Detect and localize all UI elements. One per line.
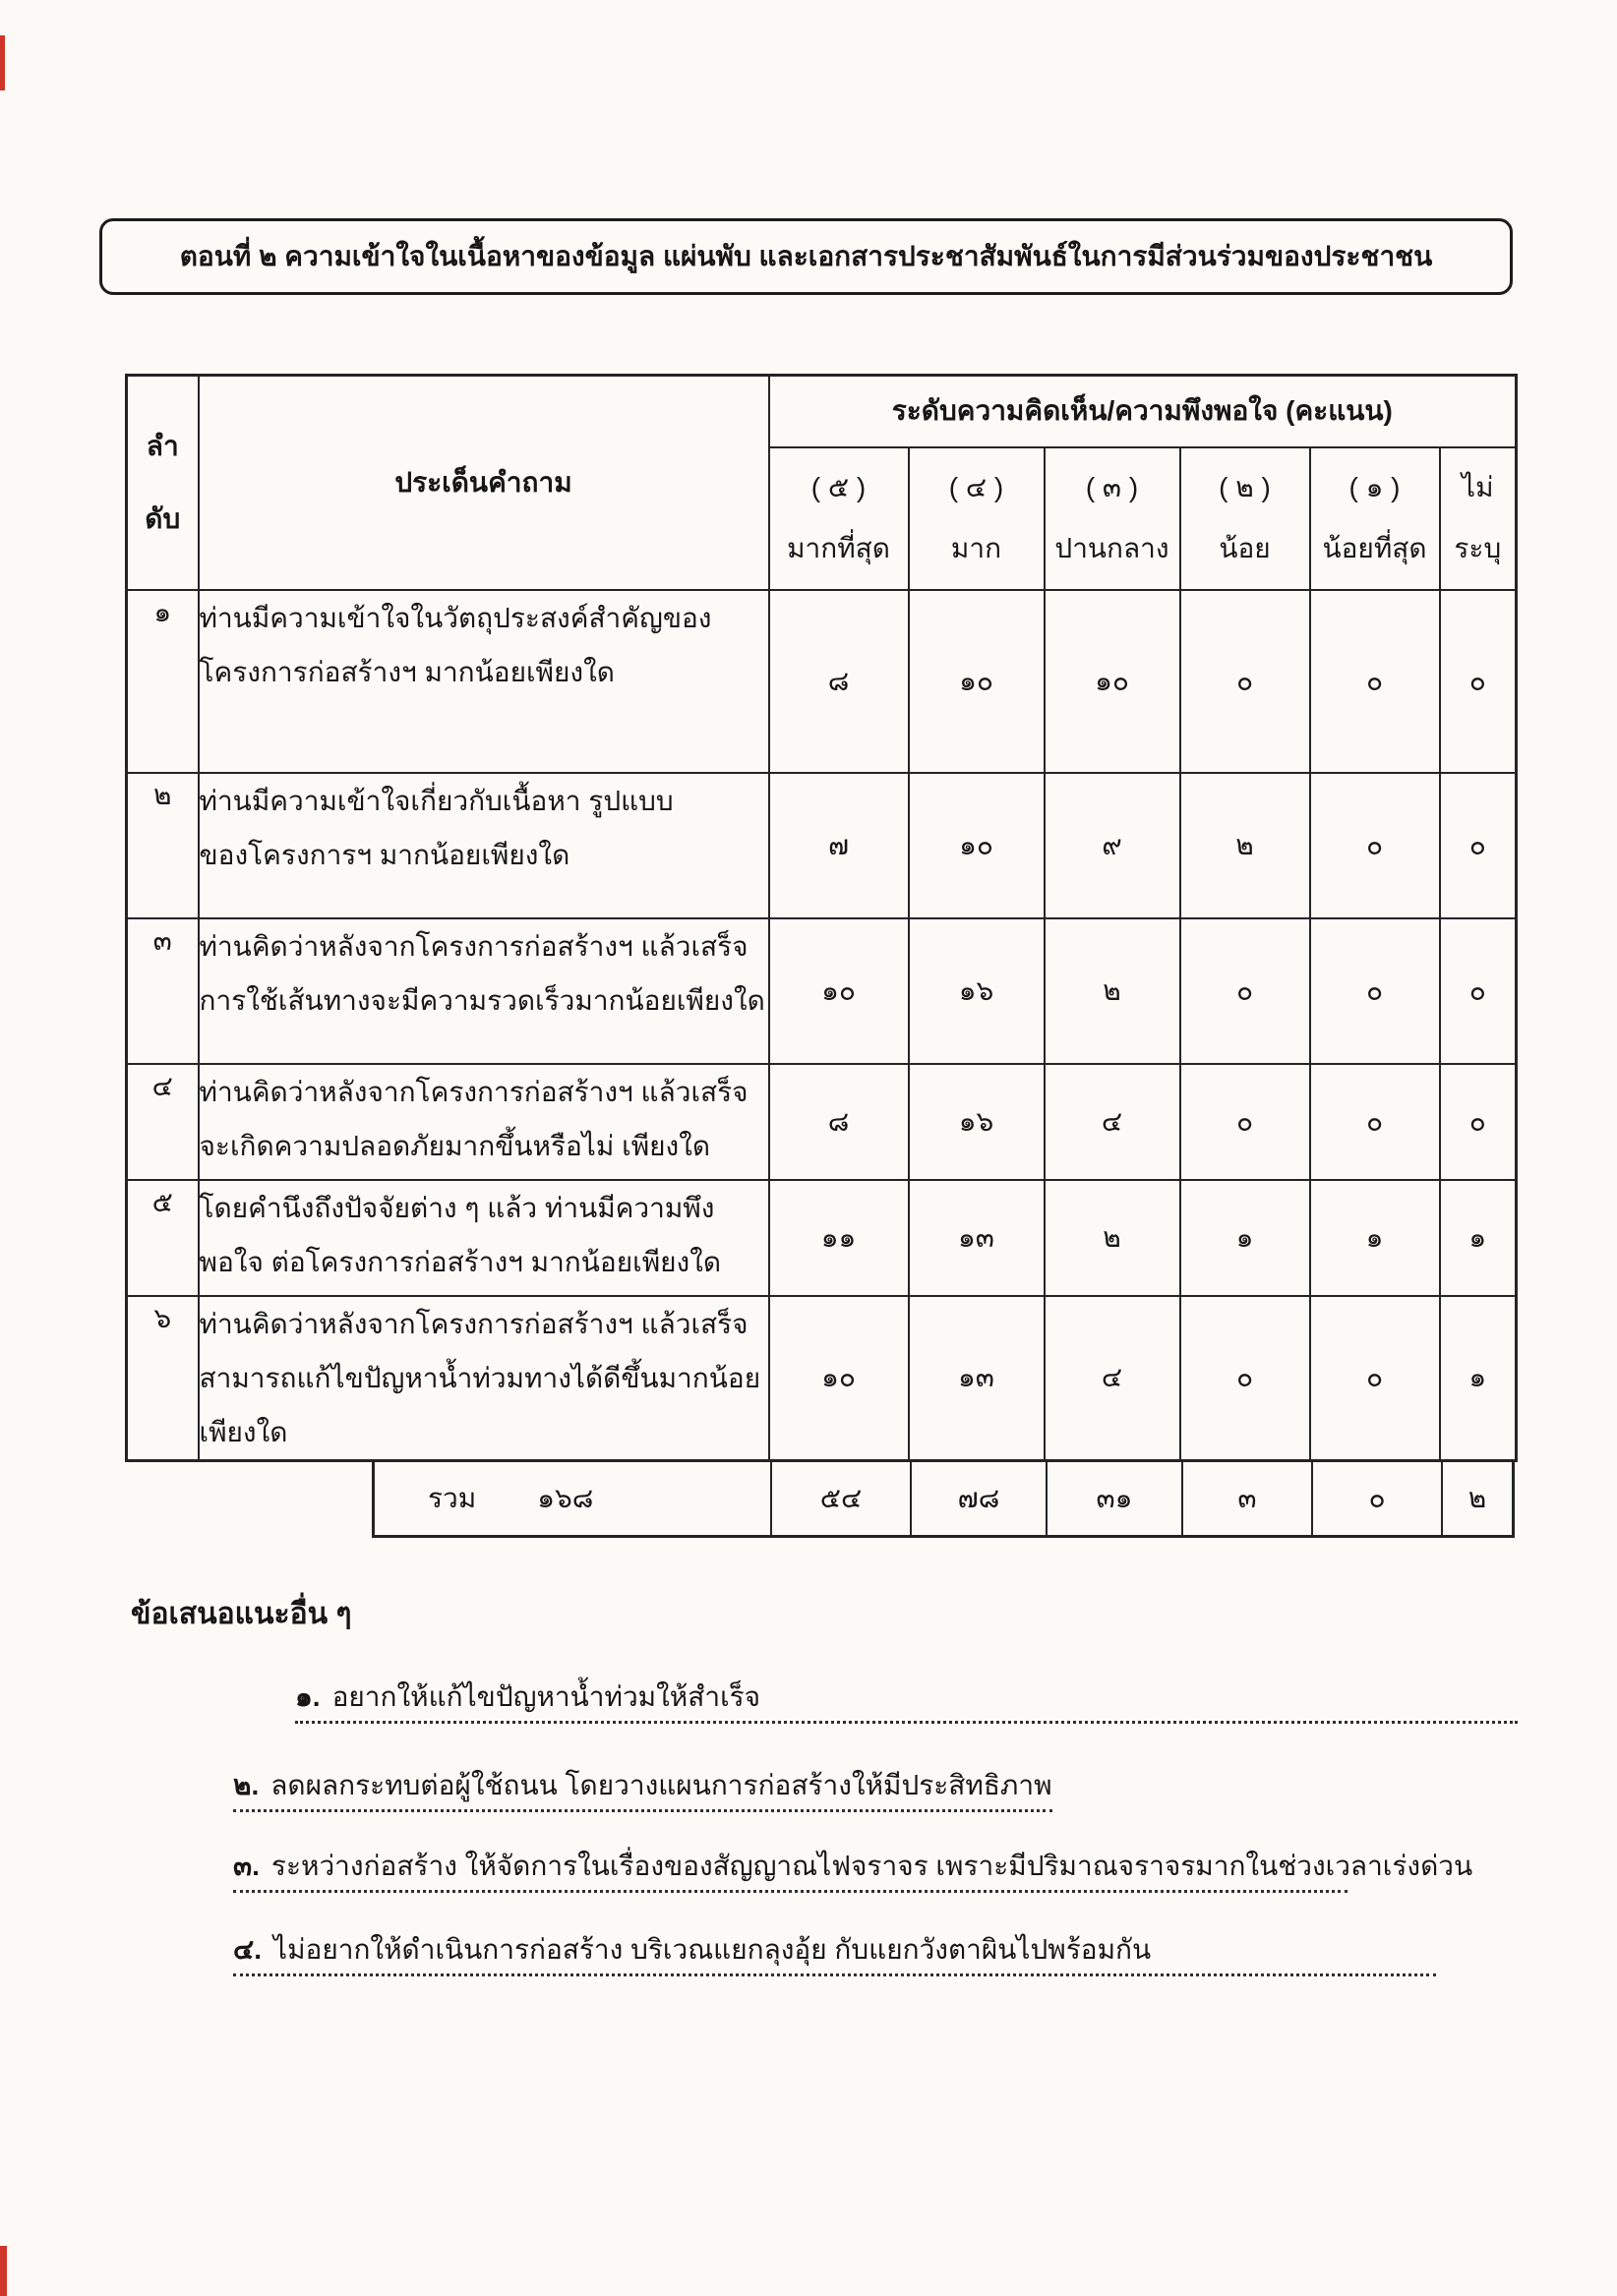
table-row [127,590,1517,773]
question-line: โดยคำนึงถึงปัจจัยต่าง ๆ แล้ว ท่านมีความพึง [199,1192,715,1223]
value-cell: ๐ [1440,590,1517,773]
suggestion-number: ๓. [233,1851,260,1881]
suggestion-number: ๒. [233,1770,260,1800]
scan-red-mark-top [0,35,5,90]
suggestion-text: อยากให้แก้ไขปัญหาน้ำท่วมให้สำเร็จ [331,1681,761,1712]
value-cell: ๐ [1440,1064,1517,1180]
table-row [127,773,1517,918]
question-line: ของโครงการฯ มากน้อยเพียงใด [199,839,570,870]
suggestion-text: ระหว่างก่อสร้าง ให้จัดการในเรื่องของสัญญาณไฟจราจร เพราะมีปริมาณจราจรมากในช่วงเวลาเร่งด่วน [270,1851,1473,1881]
header-row-group [127,376,1517,447]
rating-1-label: น้อยที่สุด [1322,532,1427,563]
value-cell: ๑ [1440,1296,1517,1461]
value-cell: ๑๐ [909,590,1045,773]
rating-5-score: ( ๕ ) [810,472,867,503]
column-header-number-line1: ลำ [146,430,179,461]
survey-results-table [125,374,1518,1462]
value-cell: ๐ [1310,1064,1440,1180]
column-header-rating-2 [1180,447,1310,590]
column-header-question: ประเด็นคำถาม [199,376,769,590]
suggestion-item-2 [233,1757,1052,1812]
question-line: จะเกิดความปลอดภัยมากขึ้นหรือไม่ เพียงใด [199,1130,711,1161]
rating-5-label: มากที่สุด [787,532,890,563]
column-header-number [127,376,199,590]
suggestion-number: ๑. [295,1681,321,1712]
not-specified-line1: ไม่ [1462,472,1494,503]
value-cell: ๑ [1310,1180,1440,1296]
suggestion-item-3 [233,1838,1473,1893]
total-value-cell: ๒ [1441,1462,1512,1535]
row-number: ๓ [127,918,199,1064]
value-cell: ๗ [769,773,909,918]
question-line: การใช้เส้นทางจะมีความรวดเร็วมากน้อยเพียงใด [199,984,765,1016]
question-cell [199,773,769,918]
table-row [127,1064,1517,1180]
rating-3-label: ปานกลาง [1054,532,1169,563]
grand-total-value: ๑๖๘ [537,1482,594,1513]
total-value-cell: ๓ [1181,1462,1311,1535]
table-row [127,1180,1517,1296]
column-header-number-line2: ดับ [145,502,181,534]
column-header-rating-group: ระดับความคิดเห็น/ความพึงพอใจ (คะแนน) [769,376,1517,447]
question-line: ท่านคิดว่าหลังจากโครงการก่อสร้างฯ แล้วเสร็จ [199,1308,749,1339]
section-title-box [99,218,1513,295]
rating-4-label: มาก [950,532,1002,563]
value-cell: ๑๖ [909,1064,1045,1180]
question-cell [199,1064,769,1180]
question-line: ท่านมีความเข้าใจเกี่ยวกับเนื้อหา รูปแบบ [199,785,674,816]
value-cell: ๑๐ [909,773,1045,918]
value-cell: ๐ [1180,918,1310,1064]
value-cell: ๐ [1440,918,1517,1064]
value-cell: ๒ [1180,773,1310,918]
question-cell [199,1180,769,1296]
row-number: ๔ [127,1064,199,1180]
value-cell: ๒ [1045,1180,1180,1296]
total-row [372,1459,1515,1538]
question-line: ท่านมีความเข้าใจในวัตถุประสงค์สำคัญของ [199,602,712,633]
survey-table-container [125,374,1515,1538]
question-cell [199,590,769,773]
rating-2-score: ( ๒ ) [1219,472,1271,503]
column-header-rating-4 [909,447,1045,590]
question-line: ท่านคิดว่าหลังจากโครงการก่อสร้างฯ แล้วเสร็จ [199,1076,749,1107]
total-label: รวม [428,1482,477,1513]
rating-1-score: ( ๑ ) [1348,472,1401,503]
value-cell: ๑๐ [769,918,909,1064]
suggestion-text: ไม่อยากให้ดำเนินการก่อสร้าง บริเวณแยกลุงอุ้ย กับแยกวังตาผินไปพร้อมกัน [272,1934,1152,1965]
value-cell: ๐ [1180,590,1310,773]
value-cell: ๐ [1180,1296,1310,1461]
suggestion-item-4 [233,1921,1436,1976]
column-header-rating-3 [1045,447,1180,590]
scan-red-mark-bottom [0,2246,7,2296]
row-number: ๕ [127,1180,199,1296]
value-cell: ๔ [1045,1296,1180,1461]
rating-2-label: น้อย [1219,532,1271,563]
row-number: ๖ [127,1296,199,1461]
value-cell: ๑๑ [769,1180,909,1296]
question-line: โครงการก่อสร้างฯ มากน้อยเพียงใด [199,656,615,687]
column-header-rating-1 [1310,447,1440,590]
value-cell: ๘ [769,1064,909,1180]
value-cell: ๙ [1045,773,1180,918]
total-value-cell: ๕๔ [770,1462,910,1535]
row-number: ๑ [127,590,199,773]
total-value-cell: ๐ [1311,1462,1441,1535]
table-row [127,918,1517,1064]
section-title: ตอนที่ ๒ ความเข้าใจในเนื้อหาของข้อมูล แผ่นพับ และเอกสารประชาสัมพันธ์ในการมีส่วนร่วมของประชาชน [179,241,1433,271]
value-cell: ๐ [1310,773,1440,918]
rating-4-score: ( ๔ ) [948,472,1004,503]
not-specified-line2: ระบุ [1454,532,1502,563]
question-cell [199,918,769,1064]
rating-3-score: ( ๓ ) [1085,472,1139,503]
value-cell: ๐ [1180,1064,1310,1180]
table-row [127,1296,1517,1461]
value-cell: ๑๓ [909,1180,1045,1296]
value-cell: ๑๖ [909,918,1045,1064]
question-line: สามารถแก้ไขปัญหาน้ำท่วมทางได้ดีขึ้นมากน้อย [199,1362,761,1393]
column-header-rating-5 [769,447,909,590]
total-value-cell: ๗๘ [910,1462,1046,1535]
value-cell: ๐ [1310,918,1440,1064]
value-cell: ๐ [1440,773,1517,918]
column-header-not-specified [1440,447,1517,590]
question-cell [199,1296,769,1461]
row-number: ๒ [127,773,199,918]
question-line: ท่านคิดว่าหลังจากโครงการก่อสร้างฯ แล้วเสร็จ [199,930,749,962]
question-line: พอใจ ต่อโครงการก่อสร้างฯ มากน้อยเพียงใด [199,1246,722,1277]
value-cell: ๑๓ [909,1296,1045,1461]
suggestion-item-1 [295,1669,1518,1724]
value-cell: ๘ [769,590,909,773]
value-cell: ๒ [1045,918,1180,1064]
value-cell: ๑๐ [769,1296,909,1461]
value-cell: ๑๐ [1045,590,1180,773]
value-cell: ๑ [1440,1180,1517,1296]
total-value-cell: ๓๑ [1046,1462,1181,1535]
total-label-cell [375,1462,770,1535]
question-line: เพียงใด [199,1416,288,1447]
value-cell: ๑ [1180,1180,1310,1296]
value-cell: ๐ [1310,590,1440,773]
value-cell: ๐ [1310,1296,1440,1461]
suggestion-number: ๔. [233,1934,262,1965]
suggestion-text: ลดผลกระทบต่อผู้ใช้ถนน โดยวางแผนการก่อสร้างให้มีประสิทธิภาพ [270,1770,1052,1800]
value-cell: ๔ [1045,1064,1180,1180]
suggestions-heading: ข้อเสนอแนะอื่น ๆ [131,1598,352,1630]
